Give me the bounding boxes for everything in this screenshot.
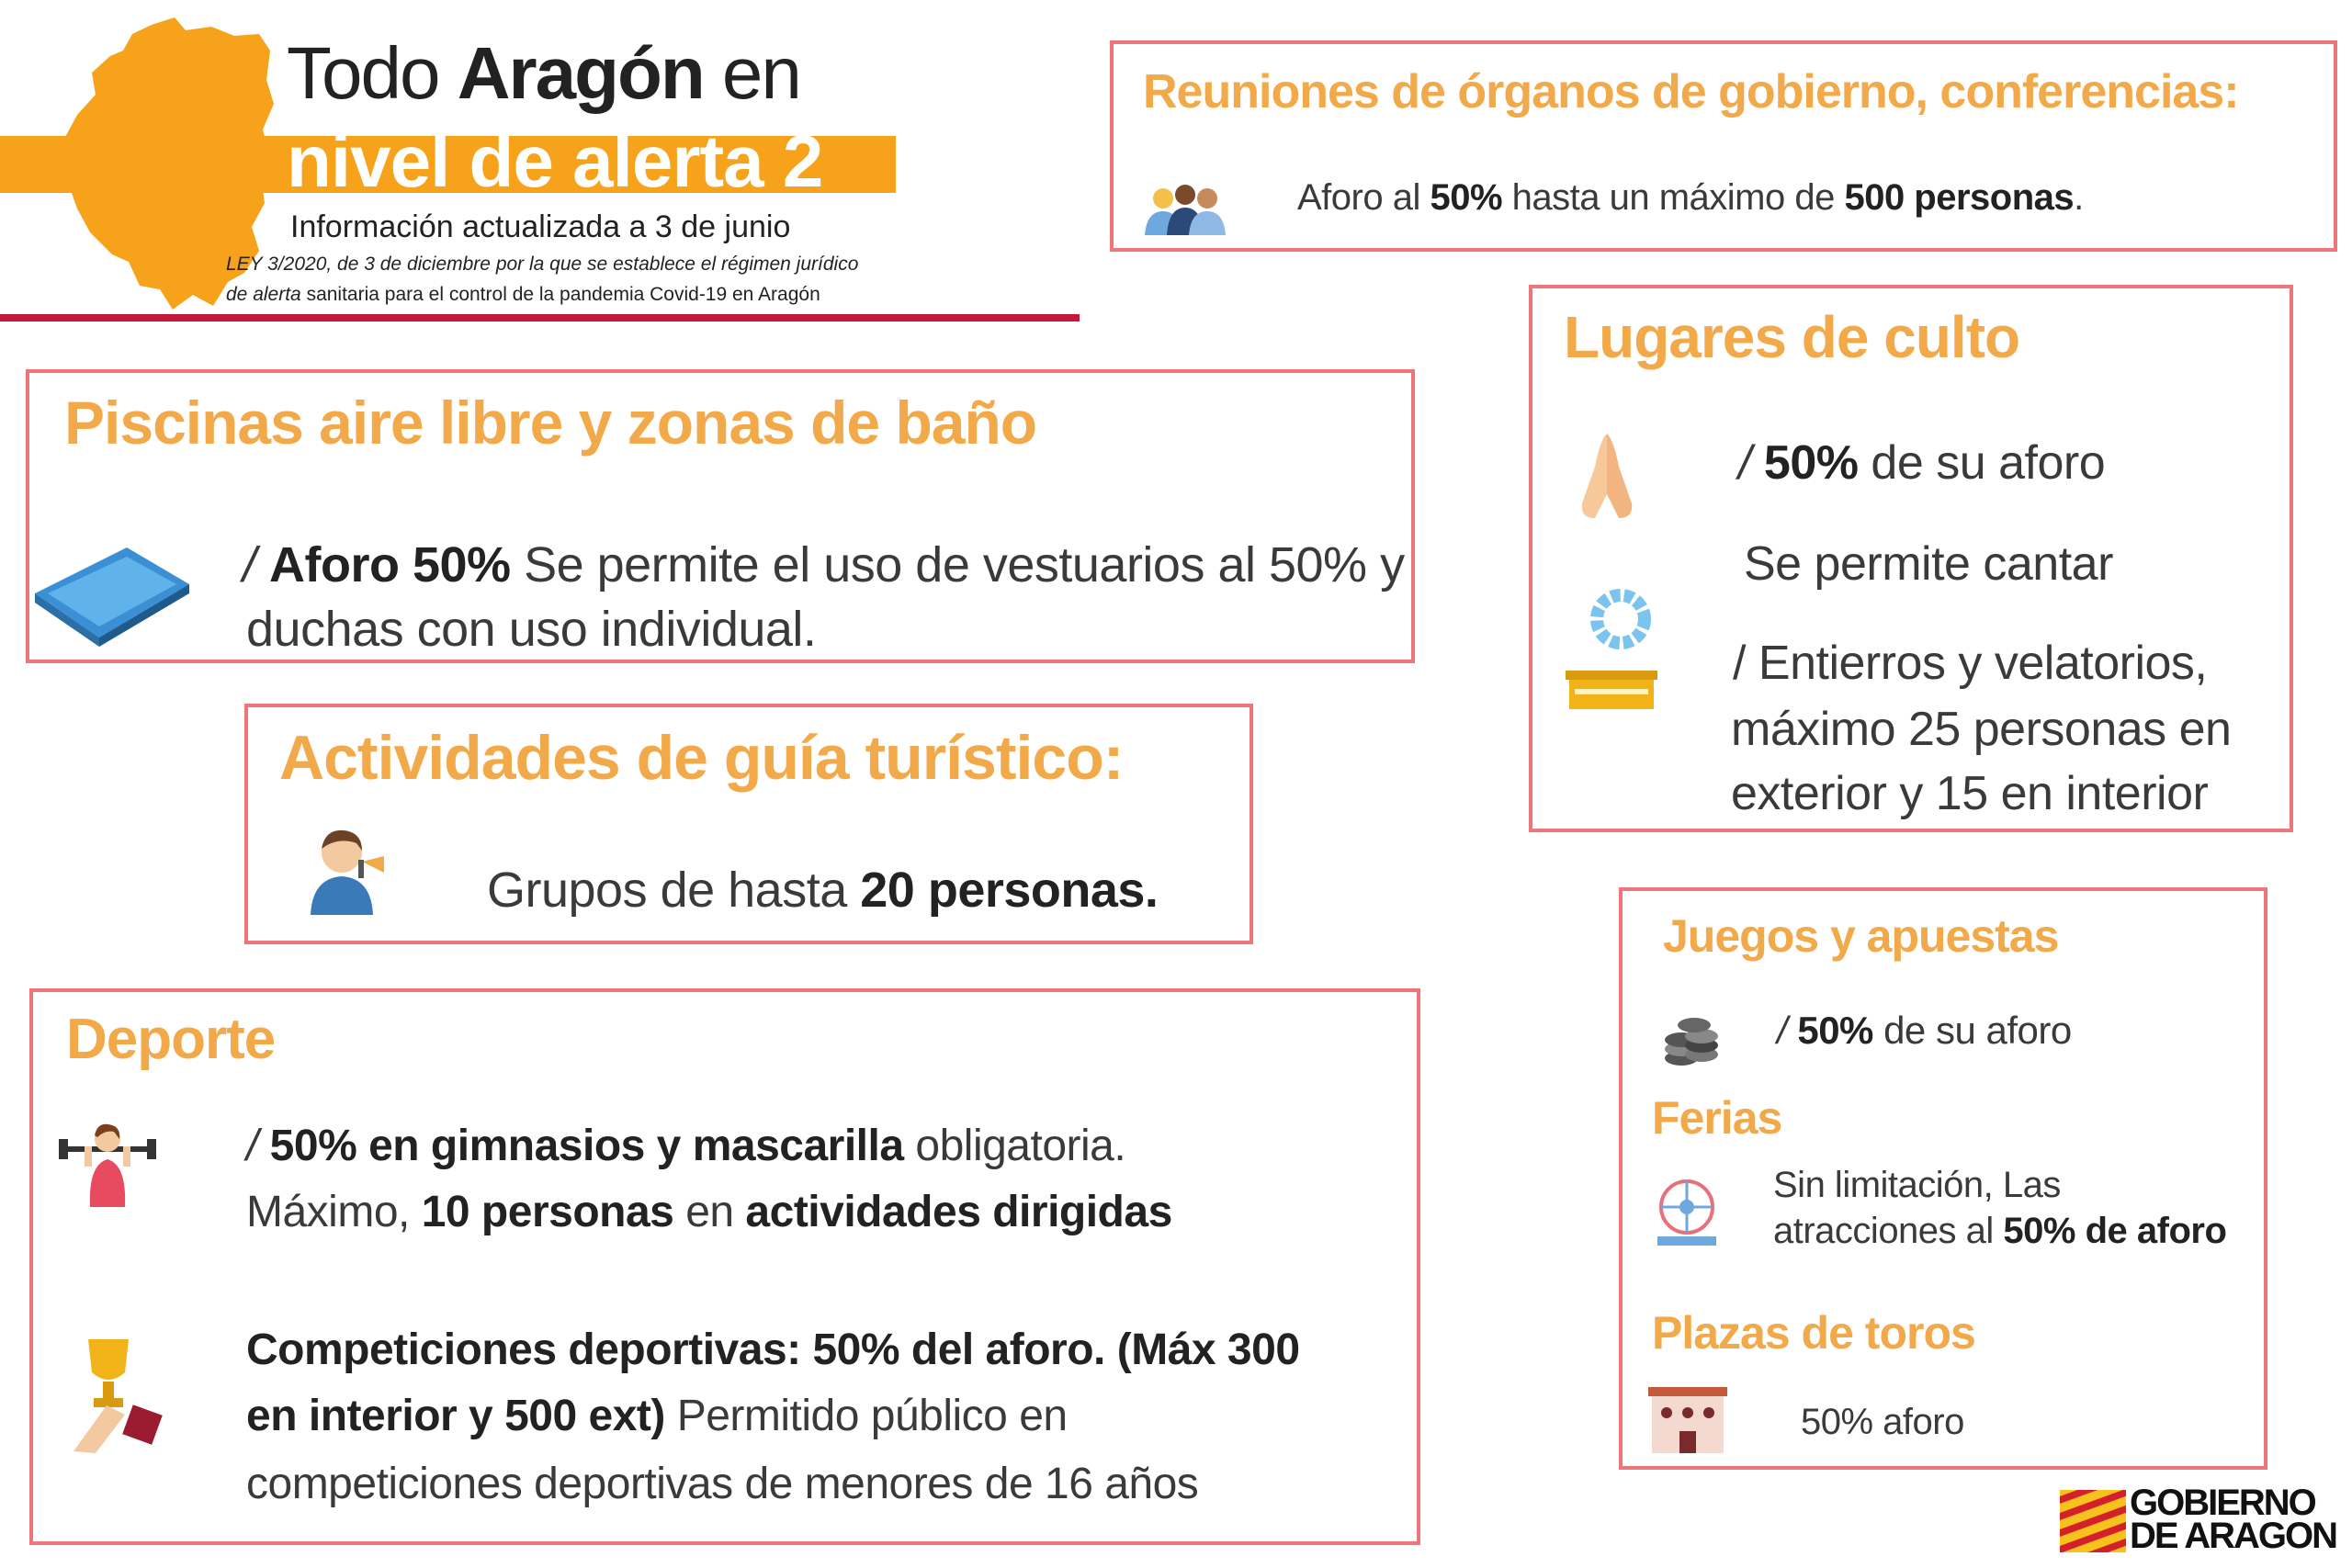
tour-guide-title: Actividades de guía turístico: [279, 723, 1124, 793]
worship-title: Lugares de culto [1564, 304, 2020, 370]
logo-line-2: DE ARAGON [2130, 1516, 2336, 1556]
sport-title: Deporte [66, 1008, 276, 1071]
praying-hands-icon [1575, 430, 1639, 522]
flower-wreath-icon [1584, 582, 1657, 656]
ferris-wheel-icon [1650, 1176, 1724, 1249]
coffin-icon [1566, 663, 1657, 715]
sport-line-1: / 50% en gimnasios y mascarilla obligatoria. [246, 1122, 1126, 1170]
fairs-line-1: Sin limitación, Las [1773, 1165, 2061, 1205]
tour-guide-icon [307, 825, 390, 917]
bullring-icon [1648, 1383, 1727, 1457]
sport-box [29, 988, 1420, 1545]
tour-guide-text: Grupos de hasta 20 personas. [487, 863, 1159, 918]
pools-box [26, 369, 1415, 663]
worship-line-5: exterior y 15 en interior [1731, 767, 2209, 820]
games-line-1: / 50% de su aforo [1777, 1009, 2072, 1052]
updated-date: Información actualizada a 3 de junio [290, 209, 791, 244]
pool-icon [35, 538, 191, 649]
worship-line-3: / Entierros y velatorios, [1733, 637, 2208, 690]
law-line-2: de alerta sanitaria para el control de la pandemia Covid-19 en Aragón [226, 284, 820, 305]
bullrings-title: Plazas de toros [1652, 1307, 1975, 1359]
header-title: Todo Aragón en [287, 32, 800, 114]
sport-competitions-line-2: en interior y 500 ext) Permitido público en [246, 1392, 1068, 1440]
pools-line-1: / Aforo 50% Se permite el uso de vestuarios al 50% y [243, 537, 1405, 592]
sport-line-2: Máximo, 10 personas en actividades dirigidas [246, 1188, 1172, 1236]
meetings-box [1110, 40, 2337, 252]
worship-box [1529, 285, 2293, 832]
worship-line-1: / 50% de su aforo [1738, 436, 2106, 490]
trophy-hand-icon [70, 1336, 180, 1455]
meetings-title: Reuniones de órganos de gobierno, conferencias: [1143, 65, 2239, 118]
games-title: Juegos y apuestas [1663, 910, 2059, 962]
fairs-line-2: atracciones al 50% de aforo [1773, 1211, 2227, 1251]
casino-chips-icon [1661, 1007, 1722, 1071]
tour-guide-box [244, 704, 1253, 944]
bullrings-text: 50% aforo [1801, 1402, 1964, 1442]
header-rule [0, 314, 1080, 321]
worship-line-4: máximo 25 personas en [1731, 703, 2232, 756]
fairs-title: Ferias [1652, 1092, 1782, 1144]
sport-competitions-line-1: Competiciones deportivas: 50% del aforo. (Máx 300 [246, 1325, 1300, 1374]
sport-competitions-line-3: competiciones deportivas de menores de 16 años [246, 1460, 1199, 1508]
alert-level-text: nivel de alerta 2 [287, 120, 823, 202]
law-line-1: LEY 3/2020, de 3 de diciembre por la que se establece el régimen jurídico [226, 254, 859, 275]
games-box [1619, 887, 2267, 1470]
pools-line-2: duchas con uso individual. [246, 602, 817, 657]
meetings-text: Aforo al 50% hasta un máximo de 500 personas. [1297, 177, 2084, 218]
meeting-people-icon [1141, 182, 1229, 237]
aragon-flag-icon [2060, 1490, 2126, 1552]
logo-line-1: GOBIERNO [2130, 1483, 2315, 1523]
worship-line-2: Se permite cantar [1744, 537, 2113, 591]
pools-title: Piscinas aire libre y zonas de baño [64, 389, 1037, 457]
weightlifter-icon [57, 1119, 158, 1211]
